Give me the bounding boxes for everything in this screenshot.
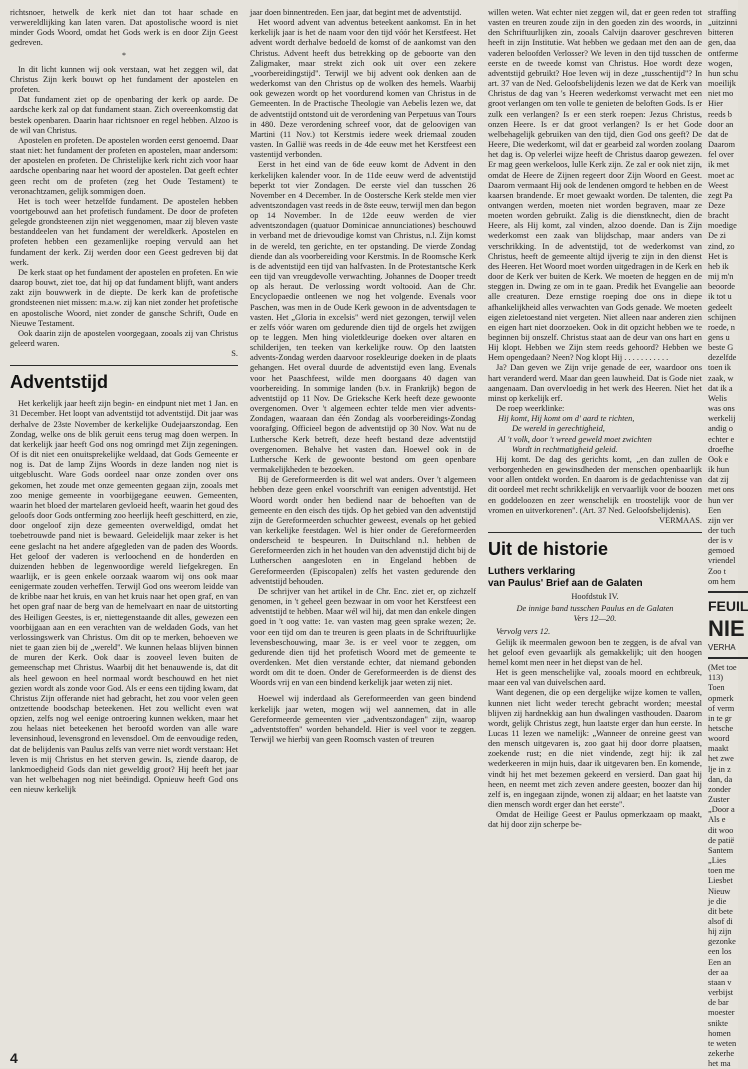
cropped-text-line: hij zijn (708, 927, 732, 937)
cropped-text-line: wogen, (708, 58, 733, 68)
cropped-text-line: het zwe (708, 754, 734, 764)
cropped-text-line: snikte (708, 1018, 729, 1028)
cropped-text-line: zaak, w (708, 373, 734, 383)
cropped-text-line: Daarom (708, 140, 735, 150)
cropped-text-line: Liesbet (708, 876, 733, 886)
cropped-text-line: andig o (708, 424, 733, 434)
cropped-text-line: moester (708, 1008, 735, 1018)
section-separator-star: * (122, 50, 126, 60)
cropped-text-line: verbijst (708, 988, 734, 998)
verse-line: De wereld in gerechtigheid, (512, 424, 605, 434)
history-paragraph: Want degenen, die op een dergelijke wijze komen te vallen, kunnen niet licht weder terecht gebracht worden; meestal blijven zij hardnekkig aan hun dwalingen vasthouden. Daarom wordt, gelijk Christus zegt, hun laatste erger dan hun eerste. In Lucas 11 lezen we namelijk: „Wanneer de onreine geest van den mensch uitgevaren is, zoo gaat hij door dorre plaatsen, zoekende rust; en die niet vindende, zegt hij: ik zal wederkeeren in mijn huis, daar ik uitgevaren ben. En komende, vindt hij het met bezemen gekeerd en versierd. Dan gaat hij heen, en neemt met zich zeven andere geesten, boozer dan hij zelf is, en ingegaan zijnde, wonen zij aldaar; en het laatste van dien mensch wordt erger dan het eerste". (488, 688, 702, 810)
cropped-text-line: bitteren (708, 28, 734, 38)
history-paragraph: Gelijk ik meermalen gewoon ben te zeggen, is de afval van het geloof even gevaarlijk als gemakkelijk; uit den hoogen hemel komt men neer in het diepst van de hel. (488, 637, 702, 667)
cropped-text-line: (Met toe (708, 663, 737, 673)
column-1 (10, 8, 238, 1058)
cropped-text-line: heb ik (708, 261, 729, 271)
cropped-text-line: met ons (708, 485, 735, 495)
cropped-text-line: „uitzinni (708, 18, 738, 28)
signature-vermaas: VERMAAS. (658, 515, 702, 525)
cropped-text-line: dezelfde (708, 353, 737, 363)
cropped-text-line: toen ik (708, 363, 732, 373)
cropped-text-line: maakt (708, 744, 729, 754)
cropped-text-line: om hem (708, 576, 736, 586)
cropped-text-line: dat de (708, 129, 729, 139)
cropped-text-line: Santem (708, 845, 734, 855)
history-epigraph: De innige band tusschen Paulus en de Galaten (516, 604, 674, 614)
cropped-text-line: de patiё (708, 835, 735, 845)
cropped-text-line: 113) (708, 673, 724, 683)
col1-intro: richtsnoer, hetwelk de kerk niet dan tot haar schade en verwereldlijking kan laten varen. Dat apostolische woord is niet minder Gods Woord, omdat het Gods werk is en door Zijn Geest gedreven. (10, 8, 238, 48)
col1-paragraph: Apostelen en profeten. De apostelen worden eerst genoemd. Daar staat niet: het fundament der profeten en apostelen, maar andersom: der apostelen en profeten. De Christelijke kerk richt zich voor haar aardsche openbaring naar het woord der apostelen. Dat geeft echter geen recht om de profeten (zeg het Oude Testament) te veronachtzamen, gelijk sommigen doen. (10, 135, 238, 196)
cropped-text-line: ik met (708, 160, 730, 170)
page-number: 4 (10, 1050, 18, 1066)
cropped-text-line: of verm (708, 703, 735, 713)
cropped-text-line: schijnen (708, 312, 736, 322)
cropped-text-line: staan v (708, 977, 732, 987)
cropped-text-line: dit bete (708, 906, 733, 916)
signature-s: S. (231, 349, 238, 359)
cropped-text-line: ontferme (708, 48, 739, 58)
cropped-text-line: droefhe (708, 444, 734, 454)
cropped-text-line: Deze (708, 200, 726, 210)
cropped-text-line: ik hun (708, 465, 730, 475)
cropped-text-line: Zoo t (708, 566, 726, 576)
column-3 (488, 8, 702, 1058)
cropped-text-line: Ook e (708, 454, 729, 464)
cropped-text-line: Toen (708, 683, 725, 693)
cropped-text-line: Weest (708, 180, 729, 190)
cropped-text-line: Als e (708, 815, 726, 825)
column-4-cropped (708, 8, 748, 1068)
cropped-text-line: dat zij (708, 475, 729, 485)
feuilleton-banner: FEUIL (708, 597, 748, 614)
cropped-text-line: echter e (708, 434, 735, 444)
cropped-text-line: mij m'n (708, 272, 734, 282)
cropped-text-line: dat ik a (708, 383, 733, 393)
col4-bottom-lines (708, 663, 748, 1069)
cropped-text-line: „Door a (708, 805, 735, 815)
cropped-text-line: der is v (708, 536, 733, 546)
cropped-text-line: toen me (708, 866, 735, 876)
col2-paragraph: De schrijver van het artikel in de Chr. Enc. ziet er, op zichzelf genomen, in 't geheel geen bezwaar in om voor het Kerstfeest een adventstijd te hebben. Maar wél wil hij, dat men dan enkele dingen goed in 't oog vatte: 1e. van vasten mag geen sprake wezen; 2e. voor een tijd om dan te treuren is geen plaats in de Schriftuurlijke levensbeschouwing, maar 3e. is er veel voor te zeggen, om gedurende dien tijd het profetisch Woord met de gemeente te overdenken. Met dien verstande echter, dat niemand gebonden wordt om dit te doen. Onder de Gereformeerden is de dienst des Woords vrij en van een bindend kerkelijk jaar weten zij niet. (250, 586, 476, 688)
cropped-text-line: niet mo (708, 89, 734, 99)
col1-paragraph: Dat fundament ziet op de openbaring der kerk op aarde. De aardsche kerk zal op dat fundament staan. Zich overeenkomstig dat bestek openbaren. Daarin haar richtsnoer en regel hebben. Alzoo is de wil van Christus. (10, 95, 238, 135)
cropped-text-line: je die (708, 896, 727, 906)
col2-paragraph: Bij de Gereformeerden is dit wel wat anders. Over 't algemeen hebben deze geen enkel voorschrift van eenigen adventstijd. Het Woord wordt onder hen bediend naar de behoeften van de gemeente en den eisch des tijds. Op het gebied van den adventstijd zijn de Gereformeerden schuchter geweest, evenals op het gebied van kerkelijke feestdagen. Wel is hier onder de Gereformeerden onderscheid te bespeuren. In Duitschland n.l. hebben de Gereformeerden zich in het houden van den adventstijd dicht bij de Lutherschen aangesloten en in Engeland hebben de Gereformeerden (Episcopalen) zelfs het vasten gedurende den adventstijd behouden. (250, 475, 476, 586)
history-subtitle: van Paulus' Brief aan de Galaten (488, 577, 643, 589)
history-epigraph: Vers 12—20. (573, 614, 617, 624)
cropped-text-line: dit woo (708, 825, 734, 835)
col1-paragraph: Ook daarin zijn de apostelen voorgegaan, zooals zij van Christus geleerd waren. (10, 328, 238, 348)
cropped-text-line: homen (708, 1028, 731, 1038)
col3-paragraph: willen weten. Wat echter niet zeggen wil, dat er geen reden tot vasten en treuren zoude zijn in den goeden zin des woords, in den Schriftuurlijken zin, zooals Calvijn daarover geschreven heeft in zijn Institutie. Wat hebben we gedaan met den aan de vaderen beloofden Verlosser? We leven in den tijd tusschen de eerste en de tweede komst van Christus. Hoe wordt deze adventstijd gebruikt? Hoe leven wij in deze „tusschentijd"? In art. 37 van de Ned. Geloofsbelijdenis lezen we dat de Kerk van Christus de dag van 's Heeren wederkomst verwacht met een groot verlangen om ten volle te genieten de beloften Gods. Is er zulk een verlangen? Is er een sterk roepen: Jezus Christus, onzen Heere. Is er dat groot verlangen? Is er het Gode welbehagelijk gebruiken van den tijd, dien God ons geeft? De Heere, Die wederkomt, wil dat er gearbeid zal worden zoolang het dag is. Op velerlei wijze heeft de Christus daarop gewezen. Er mag geen werkeloos, lulle Kerk zijn. Ze zal er ook niet zijn, omdat de Heere de Zijnen regeert door Zijn Woord en Geest. Daarom vermaant Hij ook de lendenen omgord te hebben en de kaarsen brandende. Er moet gewaakt worden. De talenten, die ontvangen werden, moeten niet worden begraven, maar ze moeten worden gebruikt. Zalig is die dienstknecht, dien de Heere, als Hij komt, zal vinden, alzoo doende. Dan is Zijn wederkomst een zaak van blijdschap, maar anders van verschrikking. In de adventstijd, tot de wederkomst van Christus, heeft de gemeente altijd ijverig te zijn in den dienst des Heeren. Het Woord moet worden uitgedragen in de Kerk en door de Kerk ver buiten de Kerk. We moeten de heggen en de steggen in. Dwing ze om in te gaan. Predik het Evangelie aan alle creaturen. Deze ernstige roeping doe ons in diepe afhankelijkheid alles verwachten van Gods genade. We moeten eigen zieletoestand niet vergeten. Niet alleen naar anderen zien en eigen hart niet doorzoeken. Ook in dit opzicht hebben we te beginnen bij onszelf. Christus staat aan de deur van ons hart en Hij klopt. Hebben we Zijn stem reeds gehoord? Hebben we Hem opengedaan? Neen? Nog klopt Hij . . . . . . . . . . . (488, 8, 702, 363)
verse-line: Wordt in rechtmatigheid geleid. (512, 444, 618, 454)
cropped-text-line: de bar (708, 998, 729, 1008)
cropped-text-line: gens u (708, 333, 730, 342)
cropped-text-line: dan, da (708, 774, 733, 784)
feuilleton-rule (708, 591, 748, 593)
cropped-text-line: reeds b (708, 109, 732, 119)
uit-de-historie-heading: Uit de historie (488, 538, 609, 559)
cropped-text-line: Welis (708, 393, 727, 403)
cropped-text-line: zind, zo (708, 241, 735, 251)
col2-paragraph: jaar doen binnentreden. Een jaar, dat begint met de adventstijd. (250, 8, 462, 17)
history-paragraph: Het is geen menschelijke val, zooals moord en echtbreuk, maar een val van duivelschen aard. (488, 668, 702, 688)
cropped-text-line: het ma (708, 1059, 731, 1069)
cropped-text-line: in te gr (708, 713, 732, 723)
cropped-text-line: gedeelt (708, 302, 733, 312)
divider (488, 532, 702, 533)
cropped-text-line: zekerhe (708, 1049, 735, 1058)
cropped-text-line: De zi (708, 231, 726, 241)
cropped-text-line: een los (708, 947, 732, 957)
col2-paragraph: Hoewel wij inderdaad als Gereformeerden van geen bindend kerkelijk jaar weten, mogen wij wel aannemen, dat in alle Gereformeerde gemeenten vier „adventszondagen" zijn, waarop „adventstoffen" worden behandeld. Hier is veel voor te zeggen. Terwijl we hierbij van geen Roomsch vasten of treuren (250, 694, 476, 745)
col2-paragraph: Het woord advent van adventus beteekent aankomst. En in het kerkelijk jaar is het de naam voor den tijd vóór het Kerstfeest. Het advent wordt derhalve bedoeld de komst of de aankomst van den Christus. Advent heeft dus betrekking op de geboorte van den Zaligmaker, maar strekt zich ook uit over een zekere „voorbereidingstijd". Terwijl we bij advent ook denken aan de wederkomst van den Christus op de wolken des hemels. Waarbij ook gewezen wordt op het voordurend komen van Christus in de Gemeenten. In de Practische Theologie van Aebelis lezen we, dat de adventstijd ontstond uit de verordening van Perpetuus van Tours in 480. Deze verordening schreef voor, dat de geloovigen van Martini (11 Nov.) tot Kerstmis iedere week driemaal zouden vasten. In Gallië was reeds in de 4de eeuw met het Kerstfeest een vastentijd verbonden. (250, 18, 476, 160)
col2-paragraph: Eerst in het eind van de 6de eeuw komt de Advent in den kerkelijken kalender voor. In de 11de eeuw werd de adventstijd beperkt tot vier Zondagen. De eerste viel dan tusschen 26 November en 4 December. In de Oostersche Kerk stelde men vier adventszondagen vast reeds in de 8ste eeuw, terwijl men dan begon op 14 November. In de 12de eeuw werden de vier adventszondagen (quatuor Dominicae annunciationes) beschouwd in verband met de drievoudige komst van Christus, n.l. Zijn komst in de wereld, ten gerichte, en ter opstanding. De vierde Zondag diende dan als voorbereiding voor Kerstmis. In de Roomsche Kerk is de adventstijd een tijd van halfvasten. In de Protestantsche Kerk een tijd van vreugdevolle verwachting. Johannes de Dooper treedt op als heraut. De verlossing wordt voltooid. Aan de Chr. Encyclopaedie ontleenen we nog het volgende. Evenals voor Paschen, was men in de Oude Kerk gewoon in de adventsdagen te vasten. Het „Gloria in excelsis" werd niet gezongen, terwijl velen er zelfs vóór waren om gedurende dien tijd de orgels het zwijgen op te leggen. Men hing violetkleurige doeken over altaren en schilderijen, ten teeken van kerkelijke rouw. Op den laatsten advents-Zondag werden daarvoor rosekleurige doeken in de plaats gehangen. Het overal duurde de adventstijd even lang. Evenals voor het Paaschfeest, wilde men doorgaans 40 dagen van voorbereiding. In sommige landen (b.v. in Frankrijk) begon de adventstijd op 11 Nov. De Grieksche Kerk heeft deze gewoonte overgenomen. Over 't algemeen echter telde men vier advents-Zondagen, waaraan dan één Zondag als voorbereidings-Zondag voorafging. Officieel begon de adventstijd op 30 Nov. Wat nu de Luthersche Kerk betreft, deze heeft bestand deze adventstijd overgenomen. Behalve het vasten dan. Hoewel ook in de Luthersche Kerk de gewoonte bestond om geen openbare vermakelijkheden te bezoeken. (250, 160, 476, 475)
cropped-text-line: straffing (708, 8, 737, 17)
cropped-text-line: zonder (708, 784, 731, 794)
cropped-text-line: Nieuw (708, 886, 731, 896)
cropped-text-line: woord (708, 734, 730, 744)
cropped-text-line: alsof di (708, 916, 733, 926)
cropped-text-line: Een an (708, 957, 732, 967)
cropped-text-line: bracht (708, 211, 729, 221)
cropped-text-line: gen, daa (708, 38, 736, 48)
history-verse-label: Vervolg vers 12. (496, 627, 551, 637)
cropped-text-line: lje in z (708, 764, 731, 774)
cropped-text-line: hun schu (708, 68, 739, 78)
cropped-text-line: zijn ver (708, 515, 734, 525)
feuilleton-subtitle: VERHA (708, 642, 736, 652)
cropped-text-line: „Lies (708, 856, 727, 866)
hymn-verse (488, 414, 702, 455)
cropped-text-line: te weten (708, 1038, 737, 1048)
cropped-text-line: hetsche (708, 724, 734, 733)
cropped-text-line: werkelij (708, 414, 736, 424)
cropped-text-line: roede, n (708, 322, 735, 332)
cropped-text-line: gezonke (708, 937, 736, 947)
cropped-text-line: moet ac (708, 170, 735, 180)
cropped-text-line: moedige (708, 221, 737, 231)
cropped-text-line: hun ver (708, 495, 734, 505)
cropped-text-line: Zuster (708, 795, 730, 805)
col3-paragraph: Ja? Dan geven we Zijn vrije genade de eer, waardoor ons hart veranderd werd. Maar dan geen lauwheid. Dat is Gode niet aangenaam. Dan overvloedig in het werk des Heeren. Niet het minst op kerkelijk erf. (488, 363, 702, 403)
feuilleton-rule (708, 657, 748, 659)
cropped-text-line: Hier (708, 99, 723, 109)
cropped-text-line: vriendel (708, 556, 736, 566)
cropped-text-line: zegt Pa (708, 190, 733, 200)
col3-paragraph: Hij komt. De dag des gerichts komt, „en dan zullen de verborgenheden en gewinsdheden der menschen openbaarlijk voor allen ontdekt worden. En daarom is de gedachtenisse van dit oordeel met recht schrikkelijk en vervaarlijk voor de boozen en goddeloozen en zeer wenschelijk en troostelijk voor de vromen en uitverkorenen". (Art. 37 Ned. Geloofsbelijdenis). (488, 454, 702, 515)
history-chapter: Hoofdstuk IV. (571, 591, 619, 601)
cropped-text-line: der aa (708, 967, 729, 977)
cropped-text-line: door an (708, 119, 734, 129)
history-subtitle: Luthers verklaring (488, 565, 576, 577)
cropped-text-line: gemoed (708, 546, 735, 556)
cropped-text-line: Een (708, 505, 722, 515)
col1-paragraph: In dit licht kunnen wij ook verstaan, wat het zeggen wil, dat Christus Zijn kerk bouwt op het fundament der apostelen en profeten. (10, 64, 238, 95)
feuilleton-banner-large: NIE (708, 615, 745, 641)
adventstijd-heading: Adventstijd (10, 372, 109, 393)
cropped-text-line: der tuch (708, 525, 736, 535)
col4-top-lines (708, 8, 748, 587)
advent-paragraph: Het kerkelijk jaar heeft zijn begin- en eindpunt niet met 1 Jan. en 31 December. Het loopt van adventstijd tot adventstijd. Dit jaar was derhalve de 23ste November de kerkelijke Oudejaarszondag. Een Zondag, welke ons de blik geruit eens terug mag doen werpen. In dat kerkelijk jaar heeft God ons nog omringd met Zijn zegeningen. Of is dit niet een onuitsprekelijke weldaad, dat Gods Gemeente er nog is. Dat de lamp Zijns Woords in deze landen nog niet is uitgebluscht. Ware Gods oordeel naar onze zonden over ons gekomen, het zoude met onze gemeenten gegaan zijn, zooals met zoo menige gemeente in voorbijgegane eeuwen. Gemeenten, waarin het bloed der martelaren gevloeid heeft, waarin het goud des geloofs door Gods ontferming zoo heerlijk heeft geschitterd, en zie, door ongeloof zijn deze gemeenten overweldigd, omdat het toebetrouwde pand niet is bewaard. Geleidelijk maar zeker is het eene geslacht na het andere afgegleden van de paden des Woords. Het geloof der vaderen is verloochend en de honderden en duizenden hebben de legenwoordige wereld liefgekregen. En waarlijk, er is geen enkele oorzaak waarom wij ons ook maar eenigermate zouden verheffen. Terwijl God ons weerom leidde van de kribbe naar het kruis, en van het kruis naar het open graf, en van het open graf naar de berg van de hemelvaart en naar de uitstorting des Heiligen Geestes, is er, niettegenstaande dit alles, gewezen een voorbijgaan aan en een verachten van de weldaden Gods, van het verlossingswerk van Christus. Om dit op te merken, behoeven we niet te gaan zien bij de „wereld". We kunnen helaas blijven binnen de muren der Kerk. Ook daar is zooveel leven buiten de gemeenschap met Christus. Waarbij dit het benauwende is, dat dit als heel gewoon en heel normaal wordt beschouwd en het niet gezien wordt als zonde voor God. Als er eens een tijding kwam, dat Christus Zijn offerande niet had gebracht, het zou voor velen geen ontzettende boodschap beteekenen. Het zou wellicht even wat opzien, zelfs nog wel eenige ontroering kunnen wekken, maar het zou helaas niet beteekenen het beroofd worden van alle ware levensinhoud, levensgrond en levensdoel. Om de eenvoudige reden, dat de belijdenis van Paulus zelfs van verre niet wordt verstaan: Het leven is mij Christus en het sterven gewin. Is, ziende daarop, de lankmoedigheid Gods dan niet geweldig groot? Hij heeft het jaar van het welbehagen nog niet beëindigd. Opnieuw heeft God ons een nieuw kerkelijk (10, 399, 238, 795)
col1-paragraph: De kerk staat op het fundament der apostelen en profeten. En wie daarop bouwt, ziet toe, dat hij op dat fundament blijft, want anders zakt zijn bouwwerk in de diepte. De kerk kan de profetische grondsteenen niet missen: m.a.w. zij kan niet zonder het profetische en apostolische Woord, niet zonder de gansche Schrift, Oude en Nieuwe Testament. (10, 267, 238, 328)
col1-paragraph: Het is toch weer hetzelfde fundament. De apostelen hebben voortgebouwd aan het profetisch fundament. De door de profeten gelegde grondsteenen zijn niet weggenomen, maar zij bleven vaste bestanddeelen van het fundament der wereldkerk. Apostelen en profeten hebben een gezamenlijke roeping vervuld aan het fundament der kerk. Zij werden door een Geest gedreven bij dat werk. (10, 196, 238, 267)
cropped-text-line: Het is (708, 251, 728, 261)
cropped-text-line: beoorde (708, 282, 735, 292)
cropped-text-line: ik tot u (708, 292, 732, 302)
col3-paragraph: De roep weerklinke: (496, 404, 565, 414)
cropped-text-line: opmerk (708, 693, 734, 703)
history-paragraph: Omdat de Heilige Geest er Paulus opmerkzaam op maakt, dat hij door zijn scherpe be- (488, 810, 702, 830)
divider (10, 365, 238, 366)
cropped-text-line: was ons (708, 404, 735, 414)
verse-line: Al 't volk, door 't wreed geweld moet zwichten (498, 434, 652, 444)
cropped-text-line: moeilijk (708, 79, 736, 89)
verse-line: Hij komt, Hij komt om d' aard te richten, (498, 414, 635, 424)
cropped-text-line: fel over (708, 150, 734, 160)
cropped-text-line: beste G (708, 343, 734, 353)
column-2 (250, 8, 476, 1058)
